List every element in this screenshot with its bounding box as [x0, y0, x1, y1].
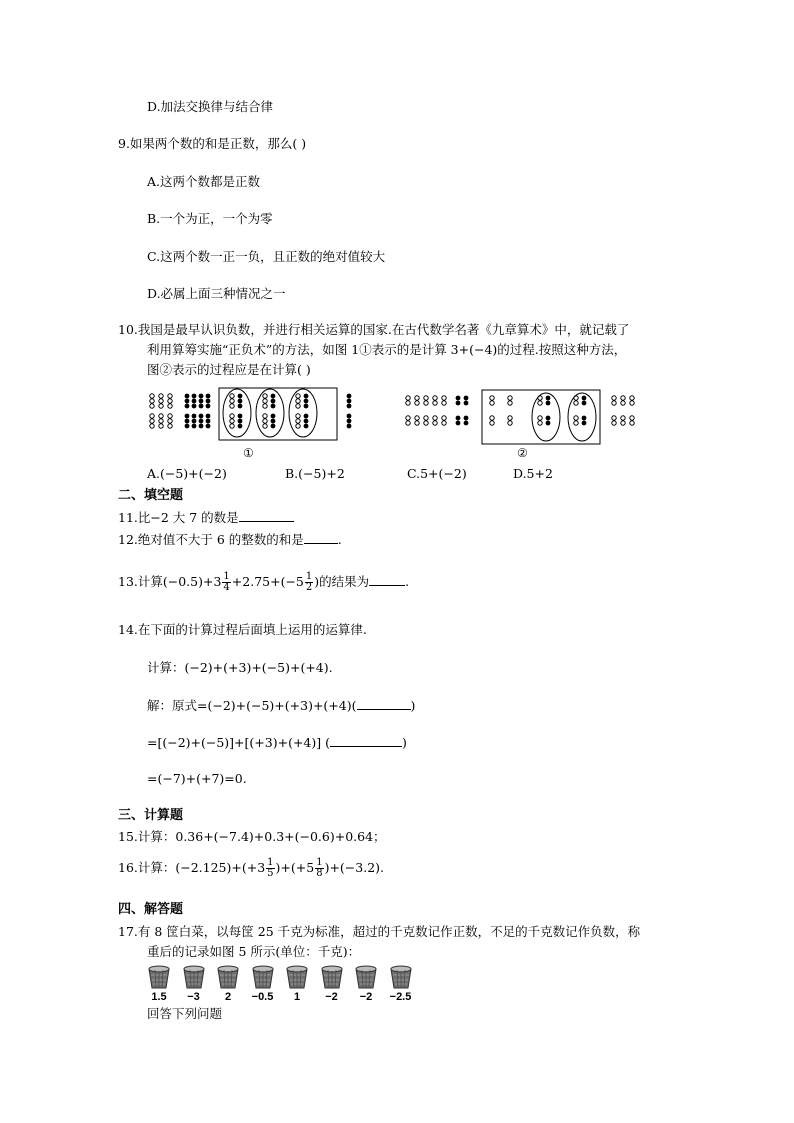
figure-1-label: ①	[243, 446, 254, 460]
q14-solution-line3: =(−7)+(+7)=0.	[147, 771, 247, 786]
bucket-icon	[319, 964, 345, 990]
q10-stem-line3: 图②表示的过程应是在计算( )	[147, 362, 311, 377]
bucket-value-label: 2	[224, 991, 232, 1003]
q13-end: .	[405, 574, 410, 589]
section-4-title: 四、解答题	[118, 902, 184, 917]
q9-option-b: B.一个为正，一个为零	[147, 211, 273, 226]
q16-f1-den: 5	[267, 868, 274, 879]
q13-post: )的结果为	[314, 574, 370, 589]
bucket-icon	[353, 964, 379, 990]
q13-f1-den: 4	[223, 582, 230, 593]
q14-answer-blank-2	[330, 734, 402, 747]
q10-stem-line1: 10.我国是最早认识负数，并进行相关运算的国家.在古代数学名著《九章算术》中，就记载了	[118, 322, 630, 337]
q13-pre: 13.计算(−0.5)+3	[118, 574, 222, 589]
q16-f2-den: 8	[316, 868, 323, 879]
q13-answer-blank	[369, 573, 405, 586]
q11-answer-blank	[239, 509, 294, 522]
q16-fraction-1	[266, 858, 274, 879]
bucket-value-label: −2	[359, 991, 373, 1003]
q16-f2-num: 1	[316, 857, 323, 868]
q17-footer: 回答下列问题	[147, 1006, 223, 1021]
section-2-title: 二、填空题	[118, 488, 184, 503]
q11-stem: 11.比−2 大 7 的数是	[118, 510, 239, 525]
q13-fraction-2	[305, 572, 313, 593]
figure-2-counting-rods	[402, 388, 642, 448]
q14-answer-blank-1	[357, 697, 411, 710]
bucket-icon	[146, 964, 172, 990]
q15-text: 15.计算：0.36+(−7.4)+0.3+(−0.6)+0.64；	[118, 829, 386, 844]
q11-text	[118, 509, 294, 526]
q14-solution-line2	[147, 734, 407, 751]
q13-f2-den: 2	[305, 582, 313, 593]
bucket-value-label: −2.5	[389, 991, 412, 1003]
q12-stem: 12.绝对值不大于 6 的整数的和是	[118, 532, 304, 547]
q14-solution-line1	[147, 697, 415, 714]
figure-2-label: ②	[517, 446, 528, 460]
q10-stem-line2: 利用算筹实施“正负术”的方法，如图 1①表示的是计算 3+(−4)的过程.按照这种方法，	[147, 342, 627, 357]
q13-f2-num: 1	[305, 571, 313, 582]
q16-text	[118, 854, 384, 882]
q9-stem: 9.如果两个数的和是正数，那么( )	[118, 136, 307, 151]
q9-option-c: C.这两个数一正一负，且正数的绝对值较大	[147, 249, 386, 264]
section-3-title: 三、计算题	[118, 808, 184, 823]
bucket-value-label: −0.5	[251, 991, 274, 1003]
bucket-value-label: −2	[325, 991, 338, 1003]
bucket-value-label: 1.5	[151, 991, 167, 1003]
q16-pre: 16.计算：(−2.125)+(+3	[118, 860, 266, 875]
q13-fraction-1	[222, 572, 230, 593]
q17-stem-line2: 重后的记录如图 5 所示(单位：千克)：	[147, 944, 361, 959]
bucket-icon	[388, 964, 414, 990]
bucket-icon	[215, 964, 241, 990]
q14-sol2-text: =[(−2)+(−5)]+[(+3)+(+4)] (	[147, 735, 330, 750]
q17-stem-line1: 17.有 8 筐白菜，以每筐 25 千克为标准，超过的千克数记作正数，不足的千克数记作负数，称	[118, 924, 641, 939]
bucket-icon	[181, 964, 207, 990]
bucket-value-label: 1	[293, 991, 301, 1003]
q10-option-a: A.(−5)+(−2)	[147, 466, 227, 481]
figure-1-counting-rods	[145, 386, 360, 446]
q12-answer-blank	[304, 531, 338, 544]
q9-option-d: D.必属上面三种情况之一	[147, 286, 286, 301]
q16-fraction-2	[315, 858, 323, 879]
q12-text	[118, 531, 342, 548]
bucket-value-label: −3	[187, 991, 200, 1003]
q12-end: .	[337, 532, 342, 547]
bucket-icon	[284, 964, 310, 990]
q16-f1-num: 1	[267, 857, 274, 868]
q14-sol2-end: )	[401, 735, 407, 750]
q10-option-d: D.5+2	[513, 466, 553, 481]
q13-text	[118, 568, 409, 596]
q10-option-b: B.(−5)+2	[285, 466, 345, 481]
q16-mid: )+(+5	[275, 860, 315, 875]
q14-sol1-text: 解：原式=(−2)+(−5)+(+3)+(+4)(	[147, 698, 357, 713]
q13-mid: +2.75+(−5	[231, 574, 304, 589]
q13-f1-num: 1	[223, 571, 230, 582]
q16-post: )+(−3.2).	[324, 860, 385, 875]
q10-option-c: C.5+(−2)	[407, 466, 467, 481]
q14-stem: 14.在下面的计算过程后面填上运用的运算律.	[118, 622, 367, 637]
q14-calc: 计算：(−2)+(+3)+(−5)+(+4).	[147, 660, 333, 675]
bucket-icon	[250, 964, 276, 990]
q8-option-d: D.加法交换律与结合律	[147, 99, 274, 114]
q9-option-a: A.这两个数都是正数	[147, 174, 261, 189]
q14-sol1-end: )	[410, 698, 416, 713]
